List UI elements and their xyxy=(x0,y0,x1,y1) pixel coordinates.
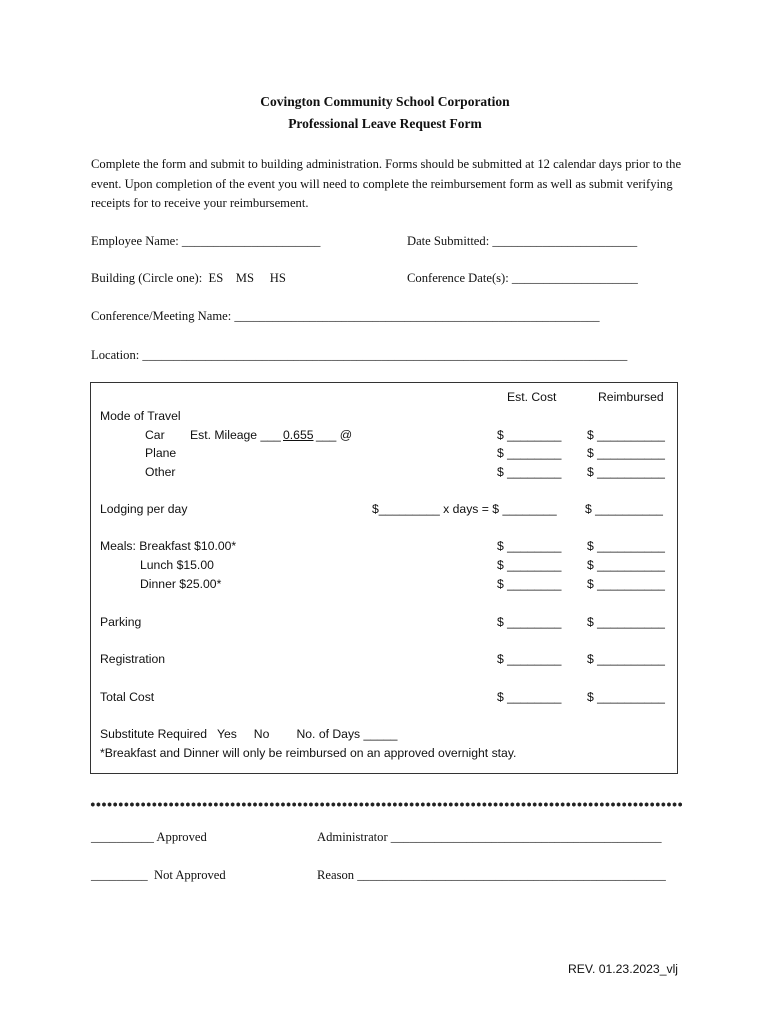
conference-name-field[interactable]: Conference/Meeting Name: __________________________________________________________ xyxy=(91,309,600,323)
lodging-reimbursed[interactable]: $ __________ xyxy=(585,502,663,516)
date-submitted-field[interactable]: Date Submitted: _______________________ xyxy=(407,234,638,248)
mode-of-travel-label: Mode of Travel xyxy=(100,409,181,423)
car-reimbursed[interactable]: $ __________ xyxy=(587,428,665,442)
car-label: Car xyxy=(145,428,165,442)
est-cost-header: Est. Cost xyxy=(507,390,557,404)
total-est-cost[interactable]: $ ________ xyxy=(497,690,562,704)
org-name: Covington Community School Corporation xyxy=(260,94,510,109)
reason-field[interactable]: Reason _________________________________________________ xyxy=(317,868,666,882)
meals-dinner-label: Dinner $25.00* xyxy=(140,577,222,591)
parking-reimbursed[interactable]: $ __________ xyxy=(587,615,665,629)
revision-label: REV. 01.23.2023_vlj xyxy=(568,962,678,976)
reimbursed-header: Reimbursed xyxy=(598,390,664,404)
lunch-reimbursed[interactable]: $ __________ xyxy=(587,558,665,572)
not-approved-field[interactable]: _________ Not Approved xyxy=(91,868,226,882)
dinner-est-cost[interactable]: $ ________ xyxy=(497,577,562,591)
parking-label: Parking xyxy=(100,615,142,629)
meals-lunch-label: Lunch $15.00 xyxy=(140,558,214,572)
form-title: Professional Leave Request Form xyxy=(288,116,482,131)
location-field[interactable]: Location: _____________________________________________________________________________ xyxy=(91,348,628,362)
breakfast-reimbursed[interactable]: $ __________ xyxy=(587,539,665,553)
lunch-est-cost[interactable]: $ ________ xyxy=(497,558,562,572)
administrator-field[interactable]: Administrator ___________________________________________ xyxy=(317,830,662,844)
breakfast-est-cost[interactable]: $ ________ xyxy=(497,539,562,553)
conference-dates-field[interactable]: Conference Date(s): ____________________ xyxy=(407,271,638,285)
total-reimbursed[interactable]: $ __________ xyxy=(587,690,665,704)
meals-breakfast-label: Meals: Breakfast $10.00* xyxy=(100,539,237,553)
intro-text: Complete the form and submit to building administration. Forms should be submitted at 12 calendar days prior to the event. Upon completion of the event you will need to complete the reimbursement form as well as submit verifying receipts for to receive your reimbursement. xyxy=(91,157,682,210)
other-est-cost[interactable]: $ ________ xyxy=(497,465,562,479)
dinner-reimbursed[interactable]: $ __________ xyxy=(587,577,665,591)
registration-label: Registration xyxy=(100,652,166,666)
mileage-tail: ___ @ xyxy=(316,428,353,442)
other-reimbursed[interactable]: $ __________ xyxy=(587,465,665,479)
registration-est-cost[interactable]: $ ________ xyxy=(497,652,562,666)
plane-reimbursed[interactable]: $ __________ xyxy=(587,446,665,460)
building-field[interactable]: Building (Circle one): ES MS HS xyxy=(91,271,286,285)
total-cost-label: Total Cost xyxy=(100,690,155,704)
lodging-calc[interactable]: $_________ x days = $ ________ xyxy=(372,502,557,516)
other-label: Other xyxy=(145,465,176,479)
registration-reimbursed[interactable]: $ __________ xyxy=(587,652,665,666)
meals-footnote: *Breakfast and Dinner will only be reimbursed on an approved overnight stay. xyxy=(100,746,517,760)
approved-field[interactable]: __________ Approved xyxy=(91,830,207,844)
lodging-label: Lodging per day xyxy=(100,502,188,516)
car-est-cost[interactable]: $ ________ xyxy=(497,428,562,442)
mileage-rate: 0.655 xyxy=(283,428,314,442)
plane-est-cost[interactable]: $ ________ xyxy=(497,446,562,460)
plane-label: Plane xyxy=(145,446,177,460)
dotted-separator xyxy=(90,802,682,807)
parking-est-cost[interactable]: $ ________ xyxy=(497,615,562,629)
employee-name-field[interactable]: Employee Name: ______________________ xyxy=(91,234,321,248)
est-mileage-label: Est. Mileage ___ xyxy=(190,428,281,442)
substitute-required-field[interactable]: Substitute Required Yes No No. of Days _____ xyxy=(100,727,398,741)
